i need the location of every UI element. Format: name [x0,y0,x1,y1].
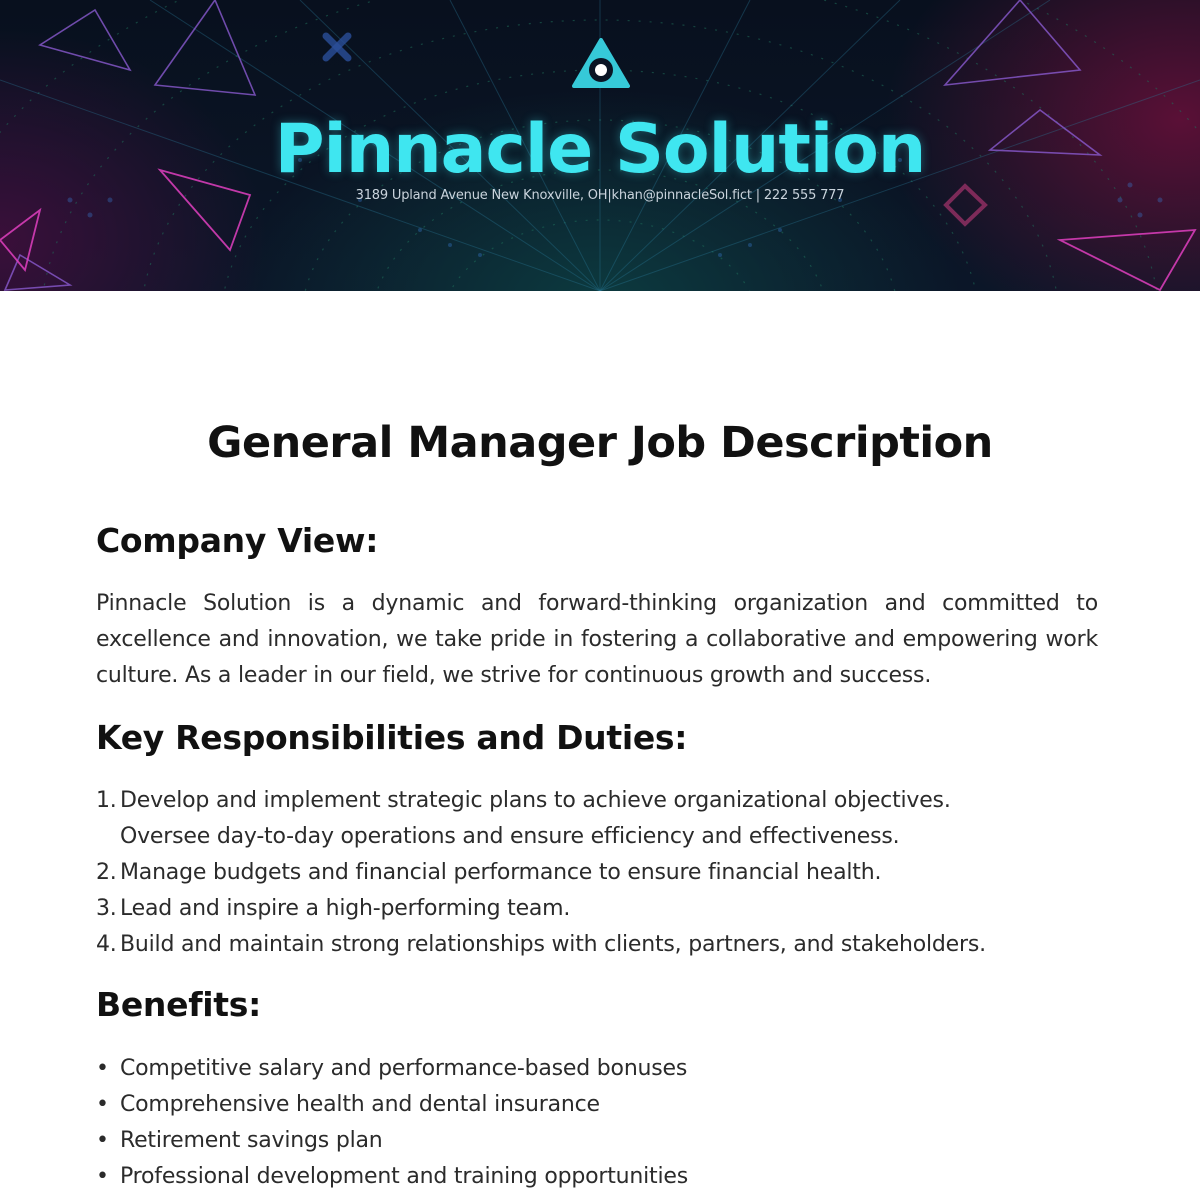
company-contact-line: 3189 Upland Avenue New Knoxville, OH|khan@pinnacleSol.fict | 222 555 777 [355,188,845,203]
list-item-text: Oversee day-to-day operations and ensure efficiency and effectiveness. [120,824,900,849]
list-item-text: Competitive salary and performance-based bonuses [120,1056,688,1081]
list-item-text: Manage budgets and financial performance to ensure financial health. [120,860,882,885]
list-number: 3. [96,896,117,921]
list-number: 4. [96,932,117,957]
bullet: • [96,1128,109,1153]
list-item [96,927,1106,963]
company-view-heading: Company View: [96,521,379,560]
company-name: Pinnacle Solution [274,110,926,189]
bullet: • [96,1056,109,1081]
list-item [96,891,1106,927]
bullet: • [96,1164,109,1189]
list-number: 1. [96,788,117,813]
list-item [96,1159,1106,1195]
bullet: • [96,1092,109,1117]
responsibilities-heading: Key Responsibilities and Duties: [96,718,688,757]
list-item-text: Develop and implement strategic plans to achieve organizational objectives. [120,788,951,813]
list-item-text: Professional development and training opportunities [120,1164,688,1189]
list-item [96,1123,1106,1159]
triangle-ring-logo-icon [572,38,630,90]
list-number: 2. [96,860,117,885]
list-item [96,855,1106,891]
list-item-text: Lead and inspire a high-performing team. [120,896,571,921]
company-view-body: Pinnacle Solution is a dynamic and forward-thinking organization and committed to excellence and innovation, we take pride in fostering a collaborative and empowering work culture. As a leader in our field, we strive for continuous growth and success. [96,591,1098,688]
benefits-heading: Benefits: [96,985,261,1024]
page-title: General Manager Job Description [207,418,993,468]
list-item [96,1087,1106,1123]
list-item [96,1051,1106,1087]
list-item [96,783,1106,855]
list-item-text: Comprehensive health and dental insurance [120,1092,600,1117]
responsibilities-list [96,783,1106,963]
list-item-text: Retirement savings plan [120,1128,383,1153]
header-banner [0,0,1200,291]
benefits-list [96,1051,1106,1195]
list-item-text: Build and maintain strong relationships with clients, partners, and stakeholders. [120,932,986,957]
